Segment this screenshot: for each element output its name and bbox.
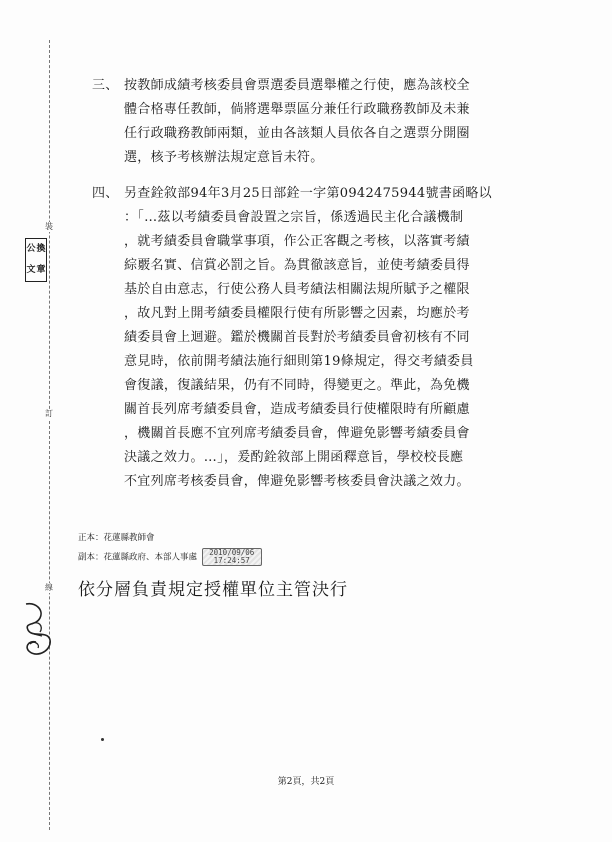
binding-mark-ding: 訂 <box>45 409 53 418</box>
page-number: 第2頁，共2頁 <box>277 777 335 787</box>
seal-char: 公 <box>26 244 36 254</box>
item-line: 另查銓敘部94年3月25日部銓一字第0942475944號書函略以 <box>124 186 492 201</box>
item-line: ，故凡對上開考績委員權限行使有所影響之因素，均應於考 <box>124 306 470 321</box>
handwritten-signature-mark <box>18 600 58 660</box>
item-body <box>124 74 532 170</box>
item-line: 基於自由意志，行使公務人員考績法相關法規所賦予之權限 <box>124 282 470 297</box>
item-line: ，機關首長應不宜列席考績委員會，俾避免影響考績委員會 <box>124 426 470 441</box>
item-line: 決議之效力。…」，爰酌銓敘部上開函釋意旨，學校校長應 <box>124 450 464 465</box>
item-line: 任行政職務教師兩類，並由各該類人員依各自之選票分開圈 <box>124 126 470 141</box>
timestamp-date: 2010/09/06 <box>209 548 255 557</box>
stray-mark <box>101 738 104 741</box>
delegation-statement: 依分層負責規定授權單位主管決行 <box>78 580 348 600</box>
item-number: 三、 <box>92 78 119 93</box>
duplicate-recipients: 副本：花蓮縣政府、本部人事處 <box>78 552 198 563</box>
item-line: 意見時，依前開考績法施行細則第19條規定，得交考績委員 <box>124 354 474 369</box>
item-line: 績委員會上迴避。鑑於機關首長對於考績委員會初核有不同 <box>124 330 470 345</box>
timestamp-stamp <box>202 548 262 566</box>
binding-mark-xian: 線 <box>45 583 53 592</box>
item-line: 按教師成績考核委員會票選委員選舉權之行使，應為該校全 <box>124 78 470 93</box>
item-line: 關首長列席考績委員會，造成考績委員行使權限時有所顧慮 <box>124 402 470 417</box>
binding-line <box>49 40 50 830</box>
item-line: 不宜列席考核委員會，俾避免影響考核委員會決議之效力。 <box>124 474 470 489</box>
item-line: 體合格專任教師，倘將選舉票區分兼任行政職務教師及未兼 <box>124 102 470 117</box>
binding-mark-zhuang: 裝 <box>45 222 53 231</box>
item-body <box>124 182 532 494</box>
original-recipient: 正本：花蓮縣教師會 <box>78 533 155 543</box>
item-line: ：「…茲以考績委員會設置之宗旨，係透過民主化合議機制 <box>124 210 464 225</box>
seal-char: 文 <box>26 265 36 275</box>
item-line: 選，核予考核辦法規定意旨未符。 <box>124 150 324 165</box>
duplicate-recipients-row <box>78 545 262 565</box>
copies-block <box>78 532 262 565</box>
item-four <box>92 182 532 494</box>
item-number: 四、 <box>92 186 119 201</box>
item-line: 會復議，復議結果，仍有不同時，得變更之。準此，為免機 <box>124 378 470 393</box>
seal-char: 章 <box>36 265 46 275</box>
item-line: ，就考績委員會職掌事項，作公正客觀之考核，以落實考績 <box>124 234 470 249</box>
official-seal-stamp <box>25 238 47 282</box>
item-line: 綜覈名實、信賞必罰之旨。為貫徹該意旨，並使考績委員得 <box>124 258 470 273</box>
seal-char: 換 <box>36 244 46 254</box>
item-three <box>92 74 532 170</box>
timestamp-time: 17:24:57 <box>213 555 250 565</box>
